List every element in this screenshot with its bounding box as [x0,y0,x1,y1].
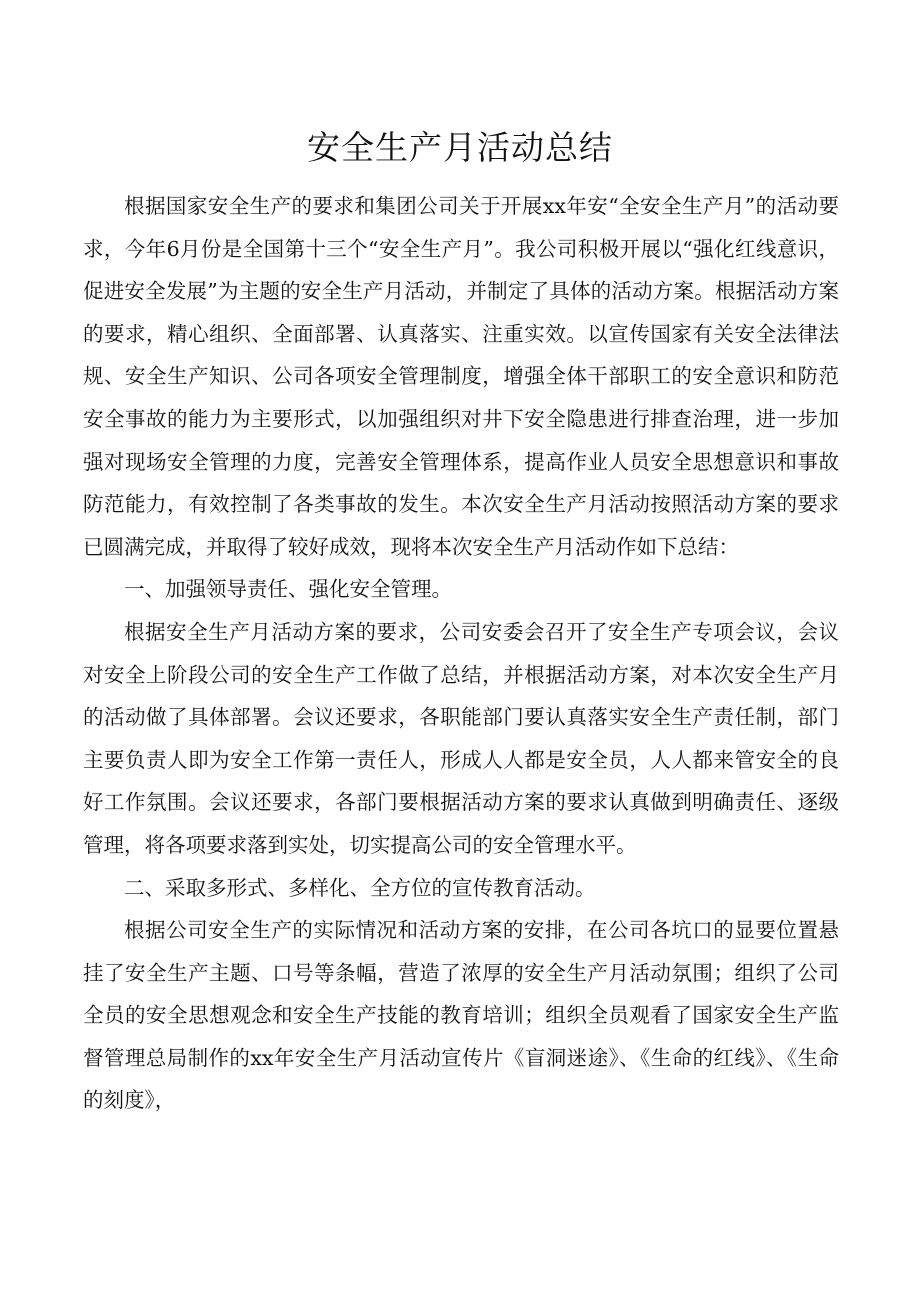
section-heading-1: 一、加强领导责任、强化安全管理。 [124,577,452,602]
paragraph-intro: 根据国家安全生产的要求和集团公司关于开展xx年安“全安全生产月”的活动要求，今年6月份是全国第十三个“安全生产月”。我公司积极开展以“强化红线意识，促进安全发展”为主题的安全生产月活动，并制定了具体的活动方案。根据活动方案的要求，精心组织、全面部署、认真落实、注重实效。以宣传国家有关安全法律法规、安全生产知识、公司各项安全管理制度，增强全体干部职工的安全意识和防范安全事故的能力为主要形式，以加强组织对井下安全隐患进行排查治理，进一步加强对现场安全管理的力度，完善安全管理体系，提高作业人员安全思想意识和事故防范能力，有效控制了各类事故的发生。本次安全生产月活动按照活动方案的要求已圆满完成，并取得了较好成效，现将本次安全生产月活动作如下总结： [83,194,839,559]
paragraph-section-2: 根据公司安全生产的实际情况和活动方案的安排，在公司各坑口的显要位置悬挂了安全生产主题、口号等条幅，营造了浓厚的安全生产月活动氛围；组织了公司全员的安全思想观念和安全生产技能的教育培训；组织全员观看了国家安全生产监督管理总局制作的xx年安全生产月活动宣传片《盲洞迷途》、《生命的红线》、《生命的刻度》， [83,918,839,1113]
document-body [83,185,839,1122]
document-title: 安全生产月活动总结 [307,128,613,167]
section-heading-2: 二、采取多形式、多样化、全方位的宣传教育活动。 [124,875,596,900]
paragraph-section-1: 根据安全生产月活动方案的要求，公司安委会召开了安全生产专项会议，会议对安全上阶段公司的安全生产工作做了总结，并根据活动方案，对本次安全生产月的活动做了具体部署。会议还要求，各职能部门要认真落实安全生产责任制，部门主要负责人即为安全工作第一责任人，形成人人都是安全员，人人都来管安全的良好工作氛围。会议还要求，各部门要根据活动方案的要求认真做到明确责任、逐级管理，将各项要求落到实处，切实提高公司的安全管理水平。 [83,619,839,857]
